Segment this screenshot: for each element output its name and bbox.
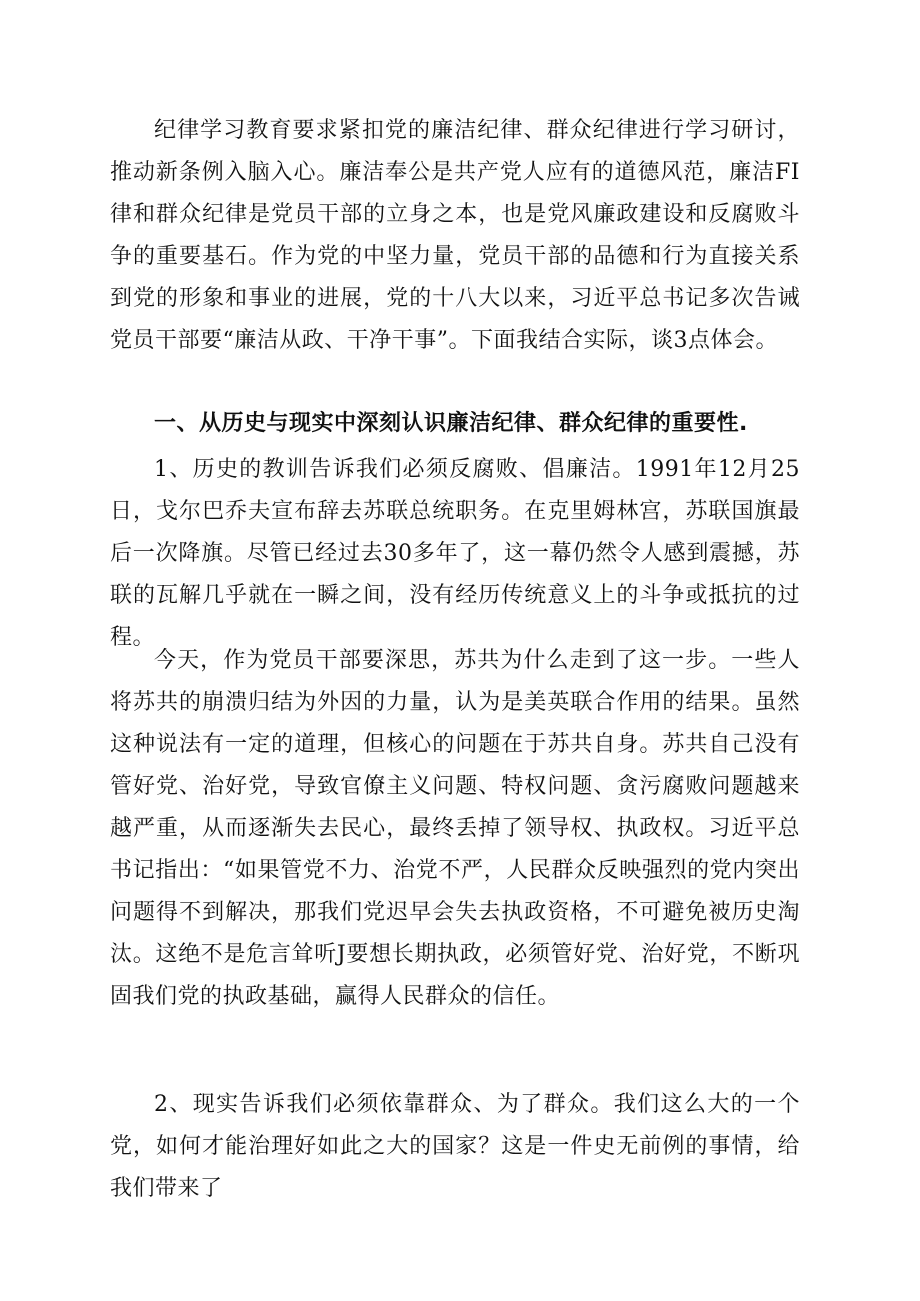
intro-paragraph: 纪律学习教育要求紧扣党的廉洁纪律、群众纪律进行学习研讨，推动新条例入脑入心。廉洁奉公是共产党人应有的道德风范，廉洁FI律和群众纪律是党员干部的立身之本，也是党风廉政建设和反腐败斗争的重要基石。作为党的中坚力量，党员干部的品德和行为直接关系到党的形象和事业的进展，党的十八大以来，习近平总书记多次告诫党员干部要“廉洁从政、干净干事”。下面我结合实际，谈3点体会。 xyxy=(110,118,800,353)
point-2-paragraph: 2、现实告诉我们必须依靠群众、为了群众。我们这么大的一个党，如何才能治理好如此之大的国家？这是一件史无前例的事情，给我们带来了 xyxy=(110,1092,800,1201)
point-1-paragraph: 1、历史的教训告诉我们必须反腐败、倡廉洁。1991年12月25日，戈尔巴乔夫宣布辞去苏联总统职务。在克里姆林宫，苏联国旗最后一次降旗。尽管已经过去30多年了，这一幕仍然令人感到震撼，苏联的瓦解几乎就在一瞬之间，没有经历传统意义上的斗争或抵抗的过程。 xyxy=(110,457,800,650)
analysis-paragraph: 今天，作为党员干部要深思，苏共为什么走到了这一步。一些人将苏共的崩溃归结为外因的力量，认为是美英联合作用的结果。虽然这种说法有一定的道理，但核心的问题在于苏共自身。苏共自己没有管好党、治好党，导致官僚主义问题、特权问题、贪污腐败问题越来越严重，从而逐渐失去民心，最终丢掉了领导权、执政权。习近平总书记指出：“如果管党不力、治党不严，人民群众反映强烈的党内突出问题得不到解决，那我们党迟早会失去执政资格，不可避免被历史淘汰。这绝不是危言耸听J要想长期执政，必须管好党、治好党，不断巩固我们党的执政基础，赢得人民群众的信任。 xyxy=(110,648,800,1009)
section-heading-1: 一、从历史与现实中深刻认识廉洁纪律、群众纪律的重要性. xyxy=(154,411,748,436)
